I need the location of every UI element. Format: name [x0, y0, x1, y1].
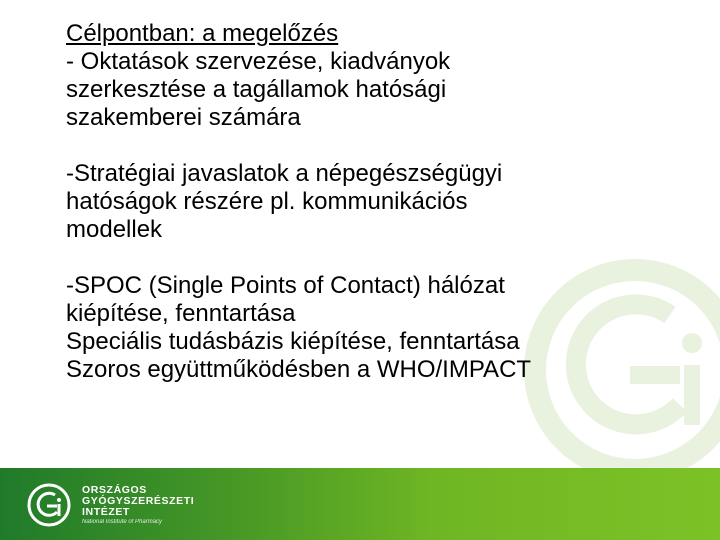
body-line: - Oktatások szervezése, kiadványok [66, 48, 451, 75]
org-line: INTÉZET [82, 506, 130, 518]
ogyi-logo-icon [26, 482, 72, 528]
spacer [66, 132, 686, 160]
body-line: -Stratégiai javaslatok a népegészségügyi [66, 160, 503, 187]
body-line: modellek [66, 216, 163, 243]
body-line: Szoros együttműködésben a WHO/IMPACT [66, 356, 532, 383]
body-line: -SPOC (Single Points of Contact) hálózat [66, 272, 505, 299]
footer-org-name [82, 485, 194, 527]
org-english-name: National Institute of Pharmacy [82, 519, 163, 525]
org-line: ORSZÁGOS [82, 484, 147, 496]
body-line: kiépítése, fenntartása [66, 300, 296, 327]
spacer [66, 244, 686, 272]
footer-bar [0, 468, 720, 540]
slide-body [66, 20, 686, 384]
body-line: hatóságok részére pl. kommunikációs [66, 188, 468, 215]
slide-title: Célpontban: a megelőzés [66, 20, 339, 47]
org-line: GYÓGYSZERÉSZETI [82, 495, 195, 507]
body-line: szerkesztése a tagállamok hatósági [66, 76, 447, 103]
body-line: Speciális tudásbázis kiépítése, fenntartása [66, 328, 520, 355]
body-line: szakemberei számára [66, 104, 301, 131]
